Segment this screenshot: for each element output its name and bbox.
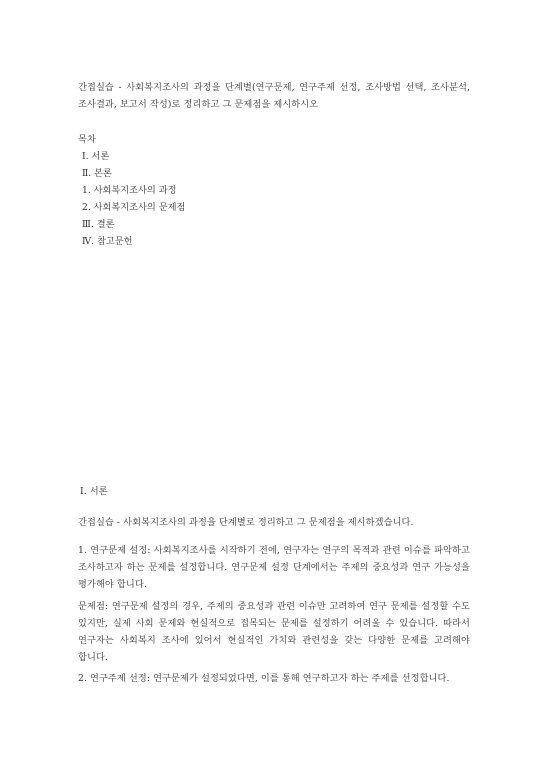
toc-item: Ⅲ. 결론 [82, 219, 115, 230]
paragraph-research-problem: 1. 연구문제 설정: 사회복지조사를 시작하기 전에, 연구자는 연구의 목적과 관련 이슈를 파악하고 조사하고자 하는 문제를 설정합니다. 연구문제 설정 단계에서는 주제의 중요성과 연구 가능성을 평가해야 합니다. [78, 545, 470, 590]
paragraph-topic-selection: 2. 연구주제 선정: 연구문제가 설정되었다면, 이를 통해 연구하고자 하는 주제를 선정합니다. [78, 673, 450, 684]
toc-item: 2. 사회복지조사의 문제점 [82, 202, 186, 213]
toc-heading: 목차 [78, 134, 96, 145]
toc-item: 1. 사회복지조사의 과정 [82, 185, 177, 196]
paragraph-problem-issues: 문제점: 연구문제 설정의 경우, 주제의 중요성과 관련 이슈만 고려하여 연구 문제를 설정할 수도 있지만, 실제 사회 문제와 현실적으로 접목되는 문제를 설정하기 어려울 수 있습니다. 따라서 연구자는 사회복지 조사에 있어서 현실적인 가치와 관련성을 갖는 다양한 문제를 고려해야 합니다. [78, 601, 470, 663]
table-of-contents [82, 148, 185, 250]
toc-item: Ⅱ. 본론 [82, 168, 112, 179]
document-title: 간접실습 - 사회복지조사의 과정을 단계별(연구문제, 연구주제 선정, 조사방법 선택, 조사분석, 조사결과, 보고서 작성)로 정리하고 그 문제점을 제시하시오 [78, 82, 470, 110]
toc-item: Ⅳ. 참고문헌 [82, 236, 133, 247]
toc-item: Ⅰ. 서론 [82, 151, 110, 162]
intro-line: 간접실습 - 사회복지조사의 과정을 단계별로 정리하고 그 문제점을 제시하겠습니다. [78, 517, 414, 528]
section-heading-introduction: Ⅰ. 서론 [80, 486, 108, 497]
